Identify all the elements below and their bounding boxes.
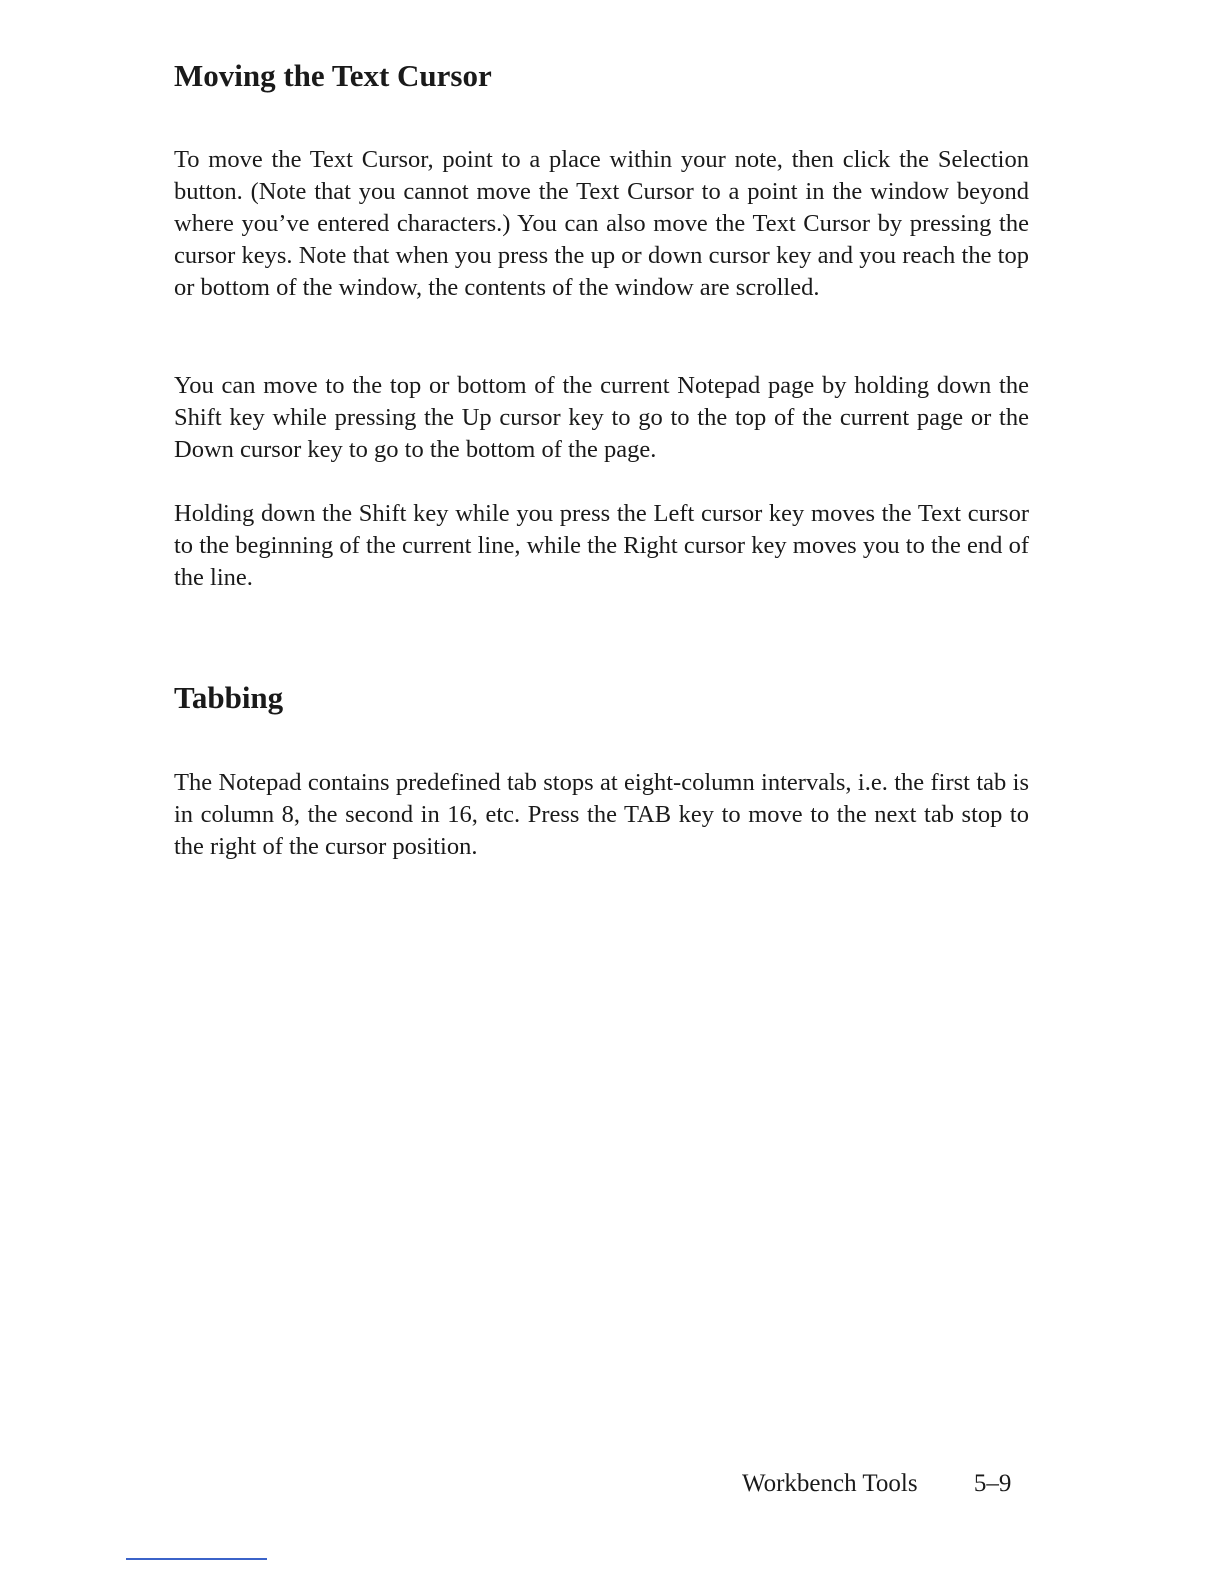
section-heading-tabbing: Tabbing [174,680,284,715]
paragraph-tab-stops: The Notepad contains predefined tab stops at eight-column intervals, i.e. the first tab is in column 8, the second in 16, etc. Press the TAB key to move to the next tab stop to the right of the cursor position. [174,769,1029,860]
page-footer [742,1470,1011,1498]
footer-rule-divider [126,1558,267,1560]
footer-page-number: 5–9 [973,1470,1012,1497]
footer-title: Workbench Tools [742,1470,918,1497]
section-heading-moving-text-cursor: Moving the Text Cursor [174,58,492,93]
paragraph-top-bottom-page: You can move to the top or bottom of the current Notepad page by holding down the Shift key while pressing the Up cursor key to go to the top of the current page or the Down cursor key to go to the bottom of the page. [174,372,1029,463]
paragraph-move-text-cursor: To move the Text Cursor, point to a place within your note, then click the Selection button. (Note that you cannot move the Text Cursor to a point in the window beyond where you’ve entered characters.) You can also move the Text Cursor by pressing the cursor keys. Note that when you press the up or down cursor key and you reach the top or bottom of the window, the contents of the window are scrolled. [174,146,1029,301]
paragraph-line-begin-end: Holding down the Shift key while you press the Left cursor key moves the Text cursor to the beginning of the current line, while the Right cursor key moves you to the end of the line. [174,500,1029,591]
